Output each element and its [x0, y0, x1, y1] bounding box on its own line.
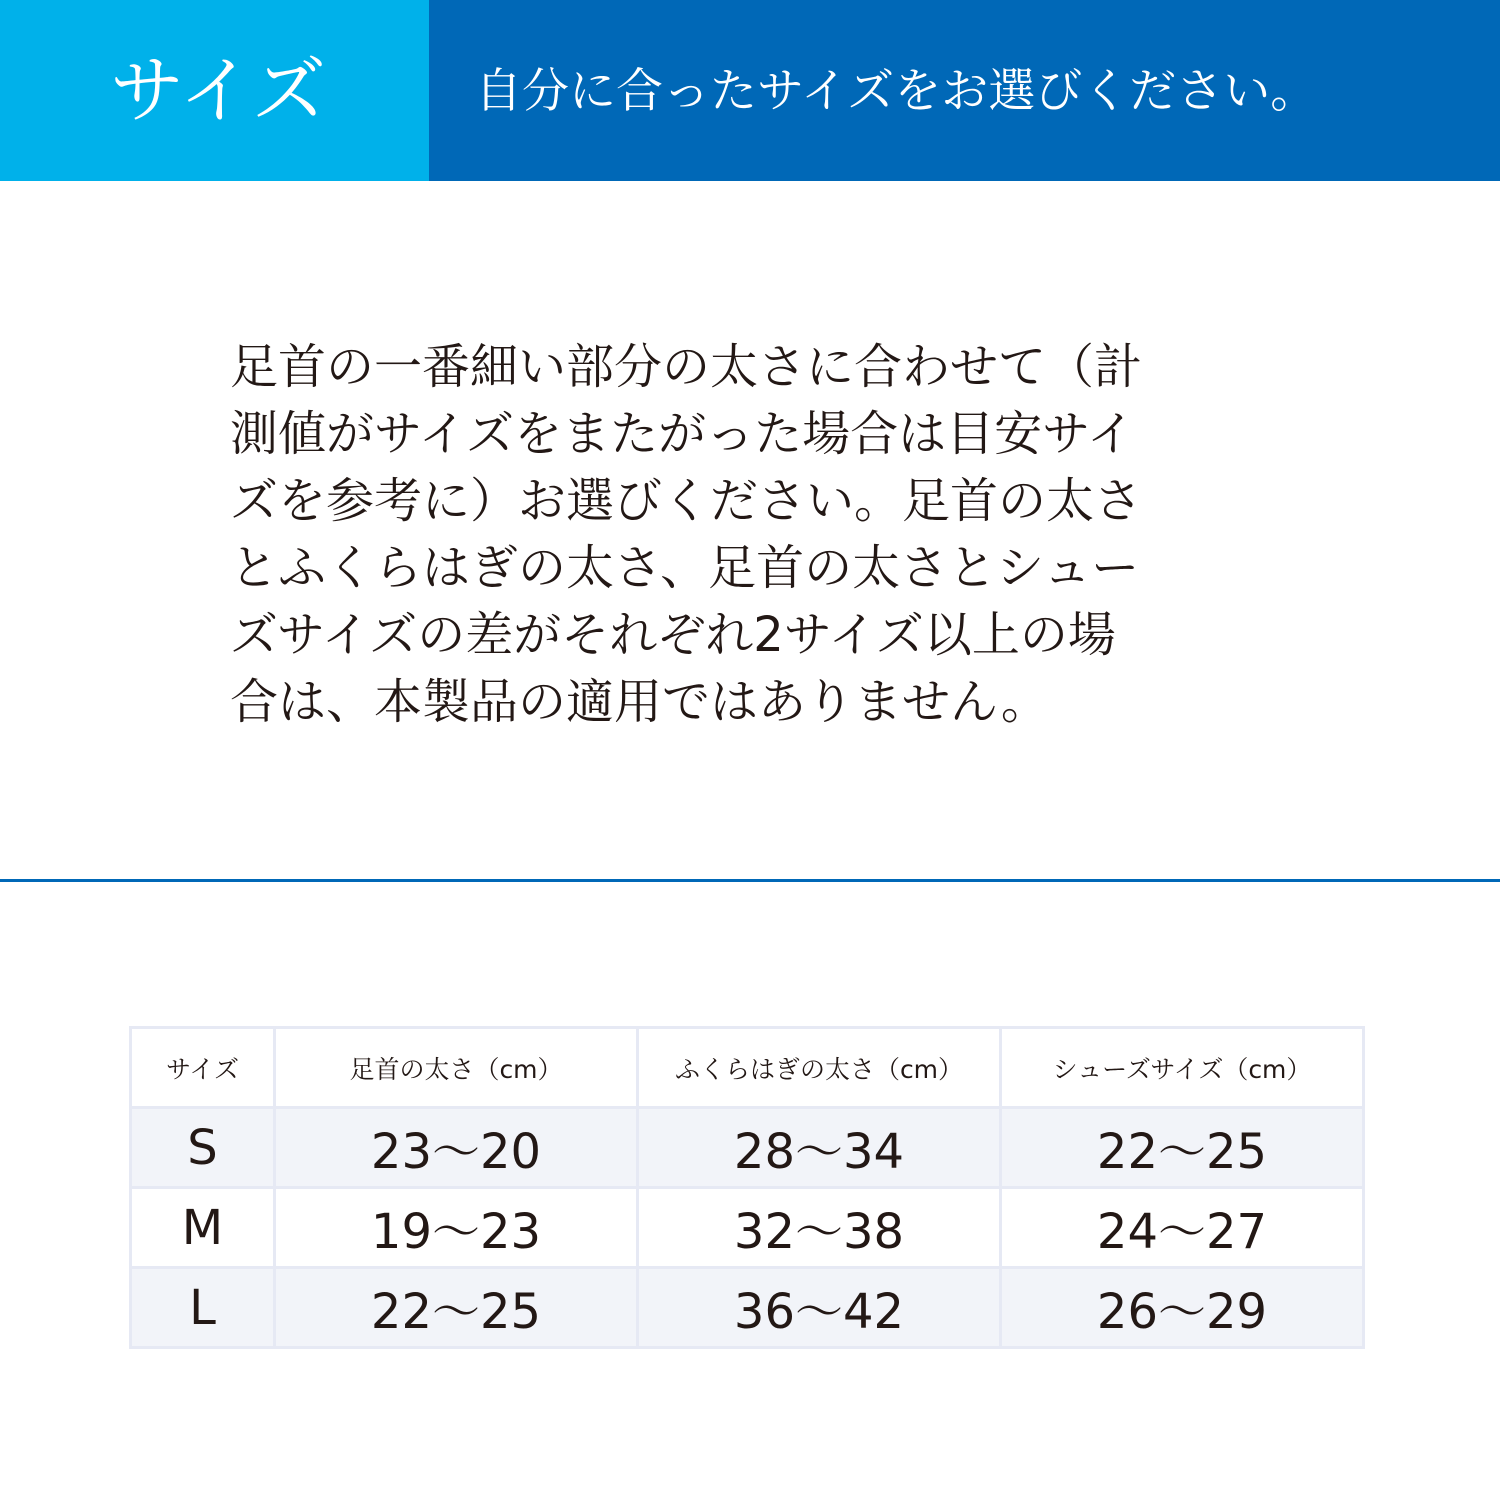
table-row [131, 1268, 1364, 1348]
instruction-line: 合は、本製品の適用ではありません。 [230, 674, 1049, 730]
header-size: サイズ [131, 1028, 275, 1108]
table-row [131, 1108, 1364, 1188]
size-label: L [131, 1268, 275, 1348]
table-header-row [131, 1028, 1364, 1108]
instruction-line: ズサイズの差がそれぞれ2サイズ以上の場 [230, 607, 1116, 663]
size-label: S [131, 1108, 275, 1188]
size-instructions [230, 334, 1250, 736]
header-shoe: シューズサイズ（cm） [1001, 1028, 1364, 1108]
shoe-cell: 26〜29 [1001, 1268, 1364, 1348]
section-divider [0, 879, 1500, 882]
size-label: M [131, 1188, 275, 1268]
header-ankle: 足首の太さ（cm） [275, 1028, 638, 1108]
ankle-cell: 19〜23 [275, 1188, 638, 1268]
page-title: サイズ [110, 48, 327, 134]
calf-cell: 32〜38 [638, 1188, 1001, 1268]
calf-cell: 28〜34 [638, 1108, 1001, 1188]
shoe-cell: 24〜27 [1001, 1188, 1364, 1268]
instruction-line: 足首の一番細い部分の太さに合わせて（計 [230, 339, 1143, 395]
header-banner [0, 0, 1500, 181]
header-title-panel [0, 0, 429, 181]
header-calf: ふくらはぎの太さ（cm） [638, 1028, 1001, 1108]
ankle-cell: 22〜25 [275, 1268, 638, 1348]
size-chart-table [129, 1026, 1365, 1349]
ankle-cell: 23〜20 [275, 1108, 638, 1188]
header-subtitle-panel [429, 0, 1500, 181]
page-subtitle: 自分に合ったサイズをお選びください。 [475, 64, 1318, 119]
instruction-line: ズを参考に）お選びください。足首の太さ [230, 473, 1143, 529]
shoe-cell: 22〜25 [1001, 1108, 1364, 1188]
table-row [131, 1188, 1364, 1268]
instruction-line: 測値がサイズをまたがった場合は目安サイ [230, 406, 1135, 462]
calf-cell: 36〜42 [638, 1268, 1001, 1348]
instruction-line: とふくらはぎの太さ、足首の太さとシュー [230, 540, 1140, 596]
